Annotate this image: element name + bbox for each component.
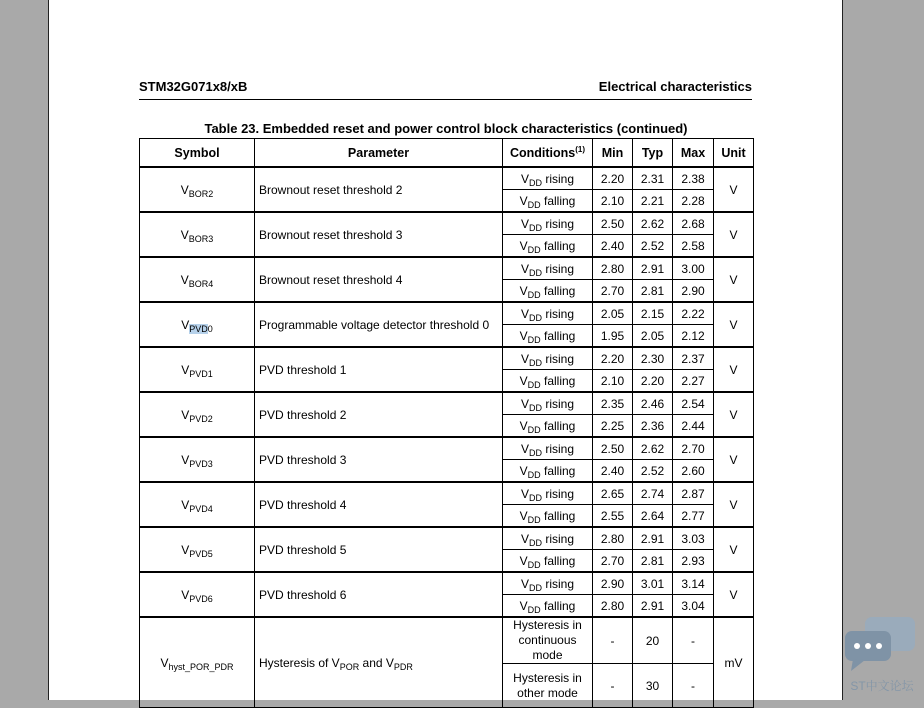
table-body (140, 167, 754, 708)
typ-cell: 2.20 (633, 370, 673, 393)
unit-cell: V (714, 482, 754, 527)
col-header-conditions: Conditions$^{(1)}$ (503, 139, 593, 168)
min-cell: 2.50 (593, 212, 633, 235)
symbol-cell: $V_{PVD5}$ (140, 527, 255, 572)
conditions-cell: $V_{DD}$ falling (503, 415, 593, 438)
characteristics-table (139, 138, 754, 708)
unit-cell: V (714, 167, 754, 212)
table-row (140, 257, 754, 280)
min-cell: - (593, 617, 633, 664)
max-cell: 2.38 (673, 167, 714, 190)
unit-cell: V (714, 392, 754, 437)
min-cell: 2.05 (593, 302, 633, 325)
max-cell: 2.70 (673, 437, 714, 460)
typ-cell: 2.81 (633, 280, 673, 303)
typ-cell: 2.30 (633, 347, 673, 370)
typ-cell: 2.21 (633, 190, 673, 213)
typ-cell: 2.74 (633, 482, 673, 505)
conditions-cell: $V_{DD}$ rising (503, 392, 593, 415)
symbol-cell: $V_{PVD4}$ (140, 482, 255, 527)
min-cell: 2.70 (593, 280, 633, 303)
typ-cell: 2.15 (633, 302, 673, 325)
conditions-cell: $V_{DD}$ rising (503, 257, 593, 280)
parameter-cell: Brownout reset threshold 2 (255, 167, 503, 212)
conditions-cell: $V_{DD}$ rising (503, 482, 593, 505)
max-cell: 2.28 (673, 190, 714, 213)
max-cell: 2.60 (673, 460, 714, 483)
parameter-cell: PVD threshold 6 (255, 572, 503, 617)
table-header-row (140, 139, 754, 168)
col-header-min: Min (593, 139, 633, 168)
symbol-cell: $V_{BOR2}$ (140, 167, 255, 212)
table-row (140, 392, 754, 415)
conditions-cell: $V_{DD}$ rising (503, 347, 593, 370)
conditions-cell: $V_{DD}$ falling (503, 505, 593, 528)
typ-cell: 20 (633, 617, 673, 664)
conditions-cell: $V_{DD}$ falling (503, 595, 593, 618)
typ-cell: 2.46 (633, 392, 673, 415)
min-cell: 2.70 (593, 550, 633, 573)
conditions-cell: $V_{DD}$ falling (503, 370, 593, 393)
max-cell: 3.14 (673, 572, 714, 595)
header-divider (139, 99, 752, 100)
conditions-cell: $V_{DD}$ falling (503, 280, 593, 303)
typ-cell: 2.52 (633, 235, 673, 258)
max-cell: 2.22 (673, 302, 714, 325)
chat-bubbles-icon (843, 615, 921, 677)
typ-cell: 2.91 (633, 257, 673, 280)
unit-cell: V (714, 302, 754, 347)
min-cell: 2.10 (593, 370, 633, 393)
min-cell: 2.80 (593, 257, 633, 280)
min-cell: 2.80 (593, 595, 633, 618)
conditions-cell: $V_{DD}$ falling (503, 325, 593, 348)
max-cell: 2.44 (673, 415, 714, 438)
min-cell: 1.95 (593, 325, 633, 348)
table-caption: Table 23. Embedded reset and power control block characteristics (continued) (204, 121, 688, 136)
unit-cell: V (714, 257, 754, 302)
parameter-cell: PVD threshold 2 (255, 392, 503, 437)
section-title: Electrical characteristics (598, 79, 752, 94)
footnote-ref: (1) (575, 144, 586, 154)
typ-cell: 2.64 (633, 505, 673, 528)
col-header-symbol: Symbol (140, 139, 255, 168)
unit-cell: V (714, 437, 754, 482)
conditions-cell: $V_{DD}$ rising (503, 437, 593, 460)
table-row (140, 617, 754, 664)
max-cell: 2.90 (673, 280, 714, 303)
symbol-cell: $V_{PVD0}$ (140, 302, 255, 347)
typ-cell: 2.91 (633, 595, 673, 618)
table-row (140, 437, 754, 460)
unit-cell: V (714, 572, 754, 617)
col-header-parameter: Parameter (255, 139, 503, 168)
symbol-cell: $V_{PVD2}$ (140, 392, 255, 437)
symbol-cell: $V_{PVD3}$ (140, 437, 255, 482)
min-cell: 2.35 (593, 392, 633, 415)
unit-cell: V (714, 212, 754, 257)
min-cell: 2.25 (593, 415, 633, 438)
table-row (140, 572, 754, 595)
typ-cell: 2.62 (633, 212, 673, 235)
max-cell: 2.27 (673, 370, 714, 393)
doc-part-number: STM32G071x8/xB (139, 79, 248, 94)
max-cell: 2.54 (673, 392, 714, 415)
conditions-cell: $V_{DD}$ falling (503, 460, 593, 483)
max-cell: 3.04 (673, 595, 714, 618)
parameter-cell: PVD threshold 5 (255, 527, 503, 572)
typ-cell: 2.52 (633, 460, 673, 483)
typ-cell: 3.01 (633, 572, 673, 595)
unit-cell: V (714, 347, 754, 392)
col-header-max: Max (673, 139, 714, 168)
min-cell: 2.65 (593, 482, 633, 505)
min-cell: 2.80 (593, 527, 633, 550)
conditions-cell: $V_{DD}$ falling (503, 550, 593, 573)
max-cell: - (673, 664, 714, 708)
conditions-cell: $V_{DD}$ rising (503, 167, 593, 190)
min-cell: 2.55 (593, 505, 633, 528)
parameter-cell: PVD threshold 4 (255, 482, 503, 527)
typ-cell: 2.31 (633, 167, 673, 190)
symbol-cell: $V_{BOR3}$ (140, 212, 255, 257)
forum-watermark (843, 615, 921, 700)
conditions-cell: Hysteresis in continuous mode (503, 617, 593, 664)
search-highlight: PVD (189, 323, 208, 334)
table-row (140, 212, 754, 235)
document-page (48, 0, 843, 700)
typ-cell: 2.62 (633, 437, 673, 460)
typ-cell: 2.81 (633, 550, 673, 573)
parameter-cell: PVD threshold 1 (255, 347, 503, 392)
max-cell: 2.68 (673, 212, 714, 235)
typ-cell: 2.05 (633, 325, 673, 348)
max-cell: 2.93 (673, 550, 714, 573)
max-cell: - (673, 617, 714, 664)
max-cell: 2.37 (673, 347, 714, 370)
parameter-cell: Programmable voltage detector threshold 0 (255, 302, 503, 347)
conditions-cell: $V_{DD}$ rising (503, 212, 593, 235)
min-cell: 2.20 (593, 167, 633, 190)
conditions-cell: Hysteresis in other mode (503, 664, 593, 708)
symbol-cell: $V_{PVD1}$ (140, 347, 255, 392)
symbol-cell: $V_{PVD6}$ (140, 572, 255, 617)
parameter-cell: Brownout reset threshold 3 (255, 212, 503, 257)
conditions-cell: $V_{DD}$ rising (503, 527, 593, 550)
min-cell: 2.50 (593, 437, 633, 460)
conditions-cell: $V_{DD}$ rising (503, 302, 593, 325)
conditions-cell: $V_{DD}$ falling (503, 235, 593, 258)
watermark-text: ST中文论坛 (850, 679, 914, 693)
typ-cell: 2.91 (633, 527, 673, 550)
parameter-cell: PVD threshold 3 (255, 437, 503, 482)
min-cell: 2.10 (593, 190, 633, 213)
conditions-cell: $V_{DD}$ rising (503, 572, 593, 595)
symbol-cell: $V_{BOR4}$ (140, 257, 255, 302)
conditions-cell: $V_{DD}$ falling (503, 190, 593, 213)
parameter-cell: Hysteresis of $V_{POR}$ and $V_{PDR}$ (255, 617, 503, 708)
table-row (140, 527, 754, 550)
typ-cell: 30 (633, 664, 673, 708)
min-cell: 2.20 (593, 347, 633, 370)
min-cell: - (593, 664, 633, 708)
min-cell: 2.40 (593, 460, 633, 483)
typ-cell: 2.36 (633, 415, 673, 438)
table-row (140, 302, 754, 325)
min-cell: 2.40 (593, 235, 633, 258)
unit-cell: mV (714, 617, 754, 708)
max-cell: 3.00 (673, 257, 714, 280)
col-header-typ: Typ (633, 139, 673, 168)
min-cell: 2.90 (593, 572, 633, 595)
unit-cell: V (714, 527, 754, 572)
parameter-cell: Brownout reset threshold 4 (255, 257, 503, 302)
col-header-unit: Unit (714, 139, 754, 168)
table-row (140, 482, 754, 505)
max-cell: 2.87 (673, 482, 714, 505)
max-cell: 2.77 (673, 505, 714, 528)
table-row (140, 347, 754, 370)
max-cell: 3.03 (673, 527, 714, 550)
symbol-cell: $V_{hyst\_POR\_PDR}$ (140, 617, 255, 708)
max-cell: 2.58 (673, 235, 714, 258)
table-row (140, 167, 754, 190)
max-cell: 2.12 (673, 325, 714, 348)
